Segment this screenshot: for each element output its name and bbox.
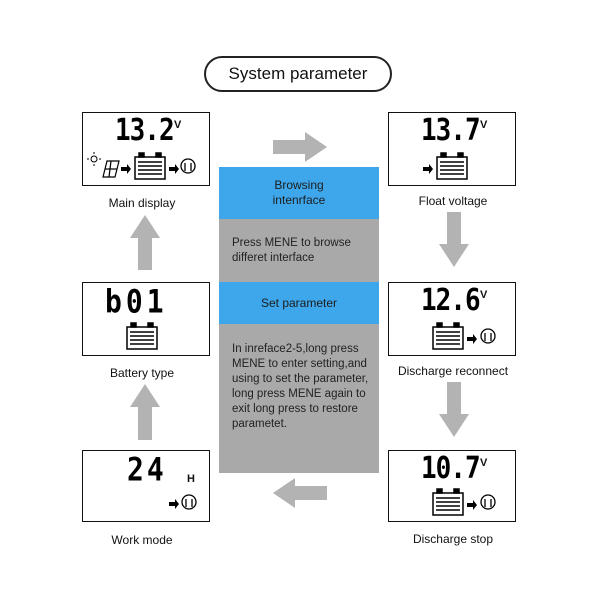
- set-parameter-text: In inreface2-5,long press MENE to enter setting,and using to set the parameter, long press MENE again to exit long press to restore parametet.: [232, 343, 369, 430]
- arrow-left-icon: [273, 478, 327, 508]
- battery-icon: [433, 489, 463, 515]
- battery-type-value: b01: [105, 282, 168, 321]
- discharge-stop-caption: Discharge stop: [412, 532, 494, 546]
- battery-type-caption: Battery type: [109, 366, 175, 380]
- discharge-stop-icons: [389, 485, 515, 521]
- discharge-stop-unit: V: [480, 457, 488, 469]
- battery-type-screen: [82, 282, 210, 356]
- arrow-right-icon: [467, 334, 477, 344]
- battery-type-icons: [83, 321, 209, 355]
- arrow-right-icon: [467, 500, 477, 510]
- work-mode-unit: H: [187, 473, 195, 485]
- float-voltage-screen: [388, 112, 516, 186]
- main-display-icons: [83, 149, 209, 185]
- battery-icon: [433, 323, 463, 349]
- bulb-icon: [181, 159, 195, 173]
- work-mode-icons: [83, 487, 209, 521]
- battery-icon: [127, 323, 157, 349]
- solar-panel-icon: [103, 161, 119, 177]
- arrow-down-icon: [439, 382, 469, 437]
- main-display-screen: [82, 112, 210, 186]
- work-mode-screen: [82, 450, 210, 522]
- discharge-reconnect-value: 12.6: [421, 283, 480, 319]
- main-display-caption: Main display: [108, 196, 176, 210]
- arrow-right-icon: [423, 164, 433, 174]
- arrow-right-icon: [273, 132, 327, 162]
- arrow-right-icon: [169, 164, 179, 174]
- battery-icon: [437, 153, 467, 179]
- set-parameter-title: Set parameter: [260, 296, 338, 310]
- arrow-down-icon: [439, 212, 469, 267]
- discharge-reconnect-caption: Discharge reconnect: [397, 364, 509, 378]
- discharge-reconnect-unit: V: [480, 289, 488, 301]
- float-voltage-value: 13.7: [421, 113, 480, 149]
- bulb-icon: [481, 329, 495, 343]
- discharge-reconnect-screen: [388, 282, 516, 356]
- bulb-icon: [481, 495, 495, 509]
- browsing-text: Press MENE to browse differet interface: [232, 237, 351, 264]
- main-display-value: 13.2: [115, 113, 174, 149]
- float-voltage-caption: Float voltage: [418, 194, 488, 208]
- browsing-title: Browsing intenrface: [272, 178, 326, 207]
- bulb-icon: [182, 495, 196, 509]
- main-display-unit: V: [174, 119, 182, 131]
- arrow-right-icon: [169, 499, 179, 509]
- work-mode-caption: Work mode: [111, 533, 173, 547]
- sun-icon: [87, 152, 101, 166]
- discharge-reconnect-icons: [389, 319, 515, 355]
- battery-icon: [135, 153, 165, 179]
- arrow-right-icon: [121, 164, 131, 174]
- float-voltage-unit: V: [480, 119, 488, 131]
- work-mode-value: 24: [127, 450, 167, 489]
- float-voltage-icons: [389, 149, 515, 185]
- page-title: System parameter: [228, 64, 368, 83]
- discharge-stop-screen: [388, 450, 516, 522]
- discharge-stop-value: 10.7: [421, 451, 480, 487]
- arrow-up-icon: [130, 215, 160, 270]
- arrow-up-icon: [130, 384, 160, 440]
